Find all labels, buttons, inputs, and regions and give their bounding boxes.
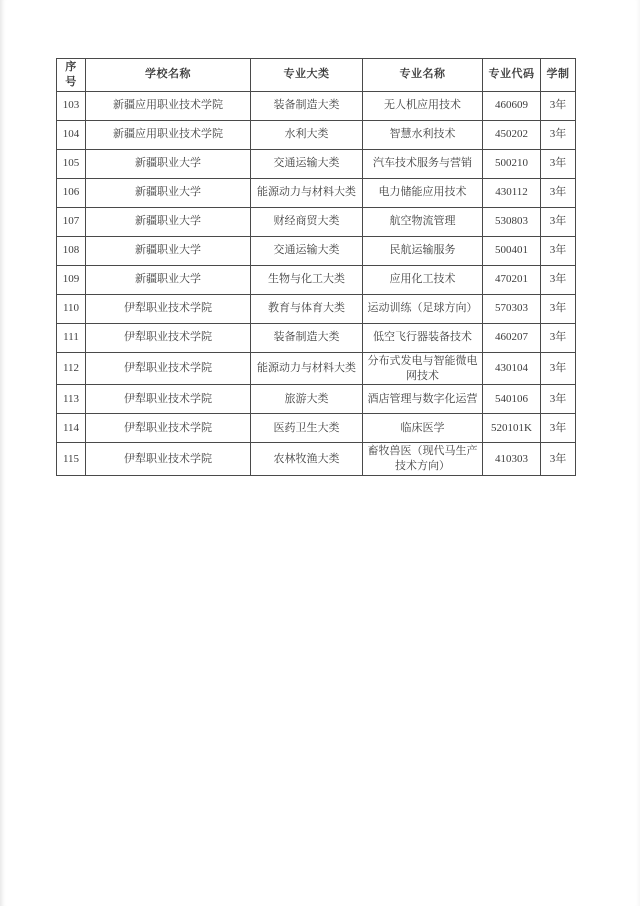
table-row (57, 236, 576, 265)
cell-seq: 109 (57, 265, 86, 294)
cell-code: 450202 (483, 120, 541, 149)
table-row (57, 120, 576, 149)
cell-code: 470201 (483, 265, 541, 294)
cell-seq: 108 (57, 236, 86, 265)
cell-duration: 3年 (541, 294, 576, 323)
cell-school: 伊犁职业技术学院 (86, 323, 251, 352)
cell-duration: 3年 (541, 323, 576, 352)
column-header-code: 专业代码 (483, 59, 541, 92)
table-row (57, 294, 576, 323)
cell-duration: 3年 (541, 207, 576, 236)
column-header-major: 专业名称 (363, 59, 483, 92)
cell-category: 水利大类 (251, 120, 363, 149)
cell-major: 酒店管理与数字化运营 (363, 385, 483, 414)
cell-code: 460207 (483, 323, 541, 352)
column-header-duration: 学制 (541, 59, 576, 92)
cell-code: 500401 (483, 236, 541, 265)
column-header-school: 学校名称 (86, 59, 251, 92)
cell-major: 运动训练（足球方向） (363, 294, 483, 323)
table-row (57, 323, 576, 352)
table-row (57, 149, 576, 178)
cell-duration: 3年 (541, 178, 576, 207)
cell-category: 装备制造大类 (251, 323, 363, 352)
cell-category: 能源动力与材料大类 (251, 178, 363, 207)
cell-school: 伊犁职业技术学院 (86, 443, 251, 476)
cell-major: 无人机应用技术 (363, 91, 483, 120)
cell-seq: 114 (57, 414, 86, 443)
cell-seq: 105 (57, 149, 86, 178)
cell-duration: 3年 (541, 91, 576, 120)
cell-major: 智慧水利技术 (363, 120, 483, 149)
table-row (57, 443, 576, 476)
table-header-row (57, 59, 576, 92)
cell-seq: 107 (57, 207, 86, 236)
cell-category: 财经商贸大类 (251, 207, 363, 236)
cell-school: 伊犁职业技术学院 (86, 414, 251, 443)
cell-category: 生物与化工大类 (251, 265, 363, 294)
cell-category: 教育与体育大类 (251, 294, 363, 323)
cell-duration: 3年 (541, 265, 576, 294)
cell-seq: 115 (57, 443, 86, 476)
cell-seq: 112 (57, 352, 86, 385)
column-header-seq: 序号 (57, 59, 86, 92)
cell-code: 570303 (483, 294, 541, 323)
table-row (57, 414, 576, 443)
cell-category: 农林牧渔大类 (251, 443, 363, 476)
table-row (57, 178, 576, 207)
cell-category: 装备制造大类 (251, 91, 363, 120)
cell-code: 460609 (483, 91, 541, 120)
cell-duration: 3年 (541, 443, 576, 476)
cell-school: 新疆职业大学 (86, 265, 251, 294)
table-row (57, 91, 576, 120)
cell-school: 伊犁职业技术学院 (86, 294, 251, 323)
cell-major: 分布式发电与智能微电网技术 (363, 352, 483, 385)
cell-major: 畜牧兽医（现代马生产技术方向） (363, 443, 483, 476)
cell-category: 交通运输大类 (251, 149, 363, 178)
cell-school: 伊犁职业技术学院 (86, 352, 251, 385)
cell-duration: 3年 (541, 236, 576, 265)
cell-school: 伊犁职业技术学院 (86, 385, 251, 414)
cell-category: 旅游大类 (251, 385, 363, 414)
cell-category: 能源动力与材料大类 (251, 352, 363, 385)
cell-seq: 110 (57, 294, 86, 323)
cell-major: 电力储能应用技术 (363, 178, 483, 207)
cell-category: 交通运输大类 (251, 236, 363, 265)
cell-major: 民航运输服务 (363, 236, 483, 265)
cell-duration: 3年 (541, 352, 576, 385)
cell-duration: 3年 (541, 385, 576, 414)
table-row (57, 207, 576, 236)
cell-school: 新疆职业大学 (86, 149, 251, 178)
cell-school: 新疆应用职业技术学院 (86, 91, 251, 120)
table-row (57, 265, 576, 294)
cell-code: 430104 (483, 352, 541, 385)
table-body (57, 91, 576, 475)
cell-school: 新疆应用职业技术学院 (86, 120, 251, 149)
cell-school: 新疆职业大学 (86, 236, 251, 265)
table-row (57, 352, 576, 385)
cell-school: 新疆职业大学 (86, 207, 251, 236)
cell-duration: 3年 (541, 414, 576, 443)
cell-major: 应用化工技术 (363, 265, 483, 294)
cell-code: 430112 (483, 178, 541, 207)
cell-seq: 113 (57, 385, 86, 414)
cell-seq: 104 (57, 120, 86, 149)
cell-code: 520101K (483, 414, 541, 443)
cell-code: 530803 (483, 207, 541, 236)
column-header-category: 专业大类 (251, 59, 363, 92)
cell-seq: 106 (57, 178, 86, 207)
majors-table (56, 58, 576, 476)
cell-duration: 3年 (541, 149, 576, 178)
cell-duration: 3年 (541, 120, 576, 149)
cell-major: 航空物流管理 (363, 207, 483, 236)
cell-code: 540106 (483, 385, 541, 414)
cell-seq: 111 (57, 323, 86, 352)
cell-major: 汽车技术服务与营销 (363, 149, 483, 178)
cell-code: 410303 (483, 443, 541, 476)
cell-code: 500210 (483, 149, 541, 178)
cell-seq: 103 (57, 91, 86, 120)
cell-school: 新疆职业大学 (86, 178, 251, 207)
cell-category: 医药卫生大类 (251, 414, 363, 443)
table-row (57, 385, 576, 414)
cell-major: 低空飞行器装备技术 (363, 323, 483, 352)
cell-major: 临床医学 (363, 414, 483, 443)
